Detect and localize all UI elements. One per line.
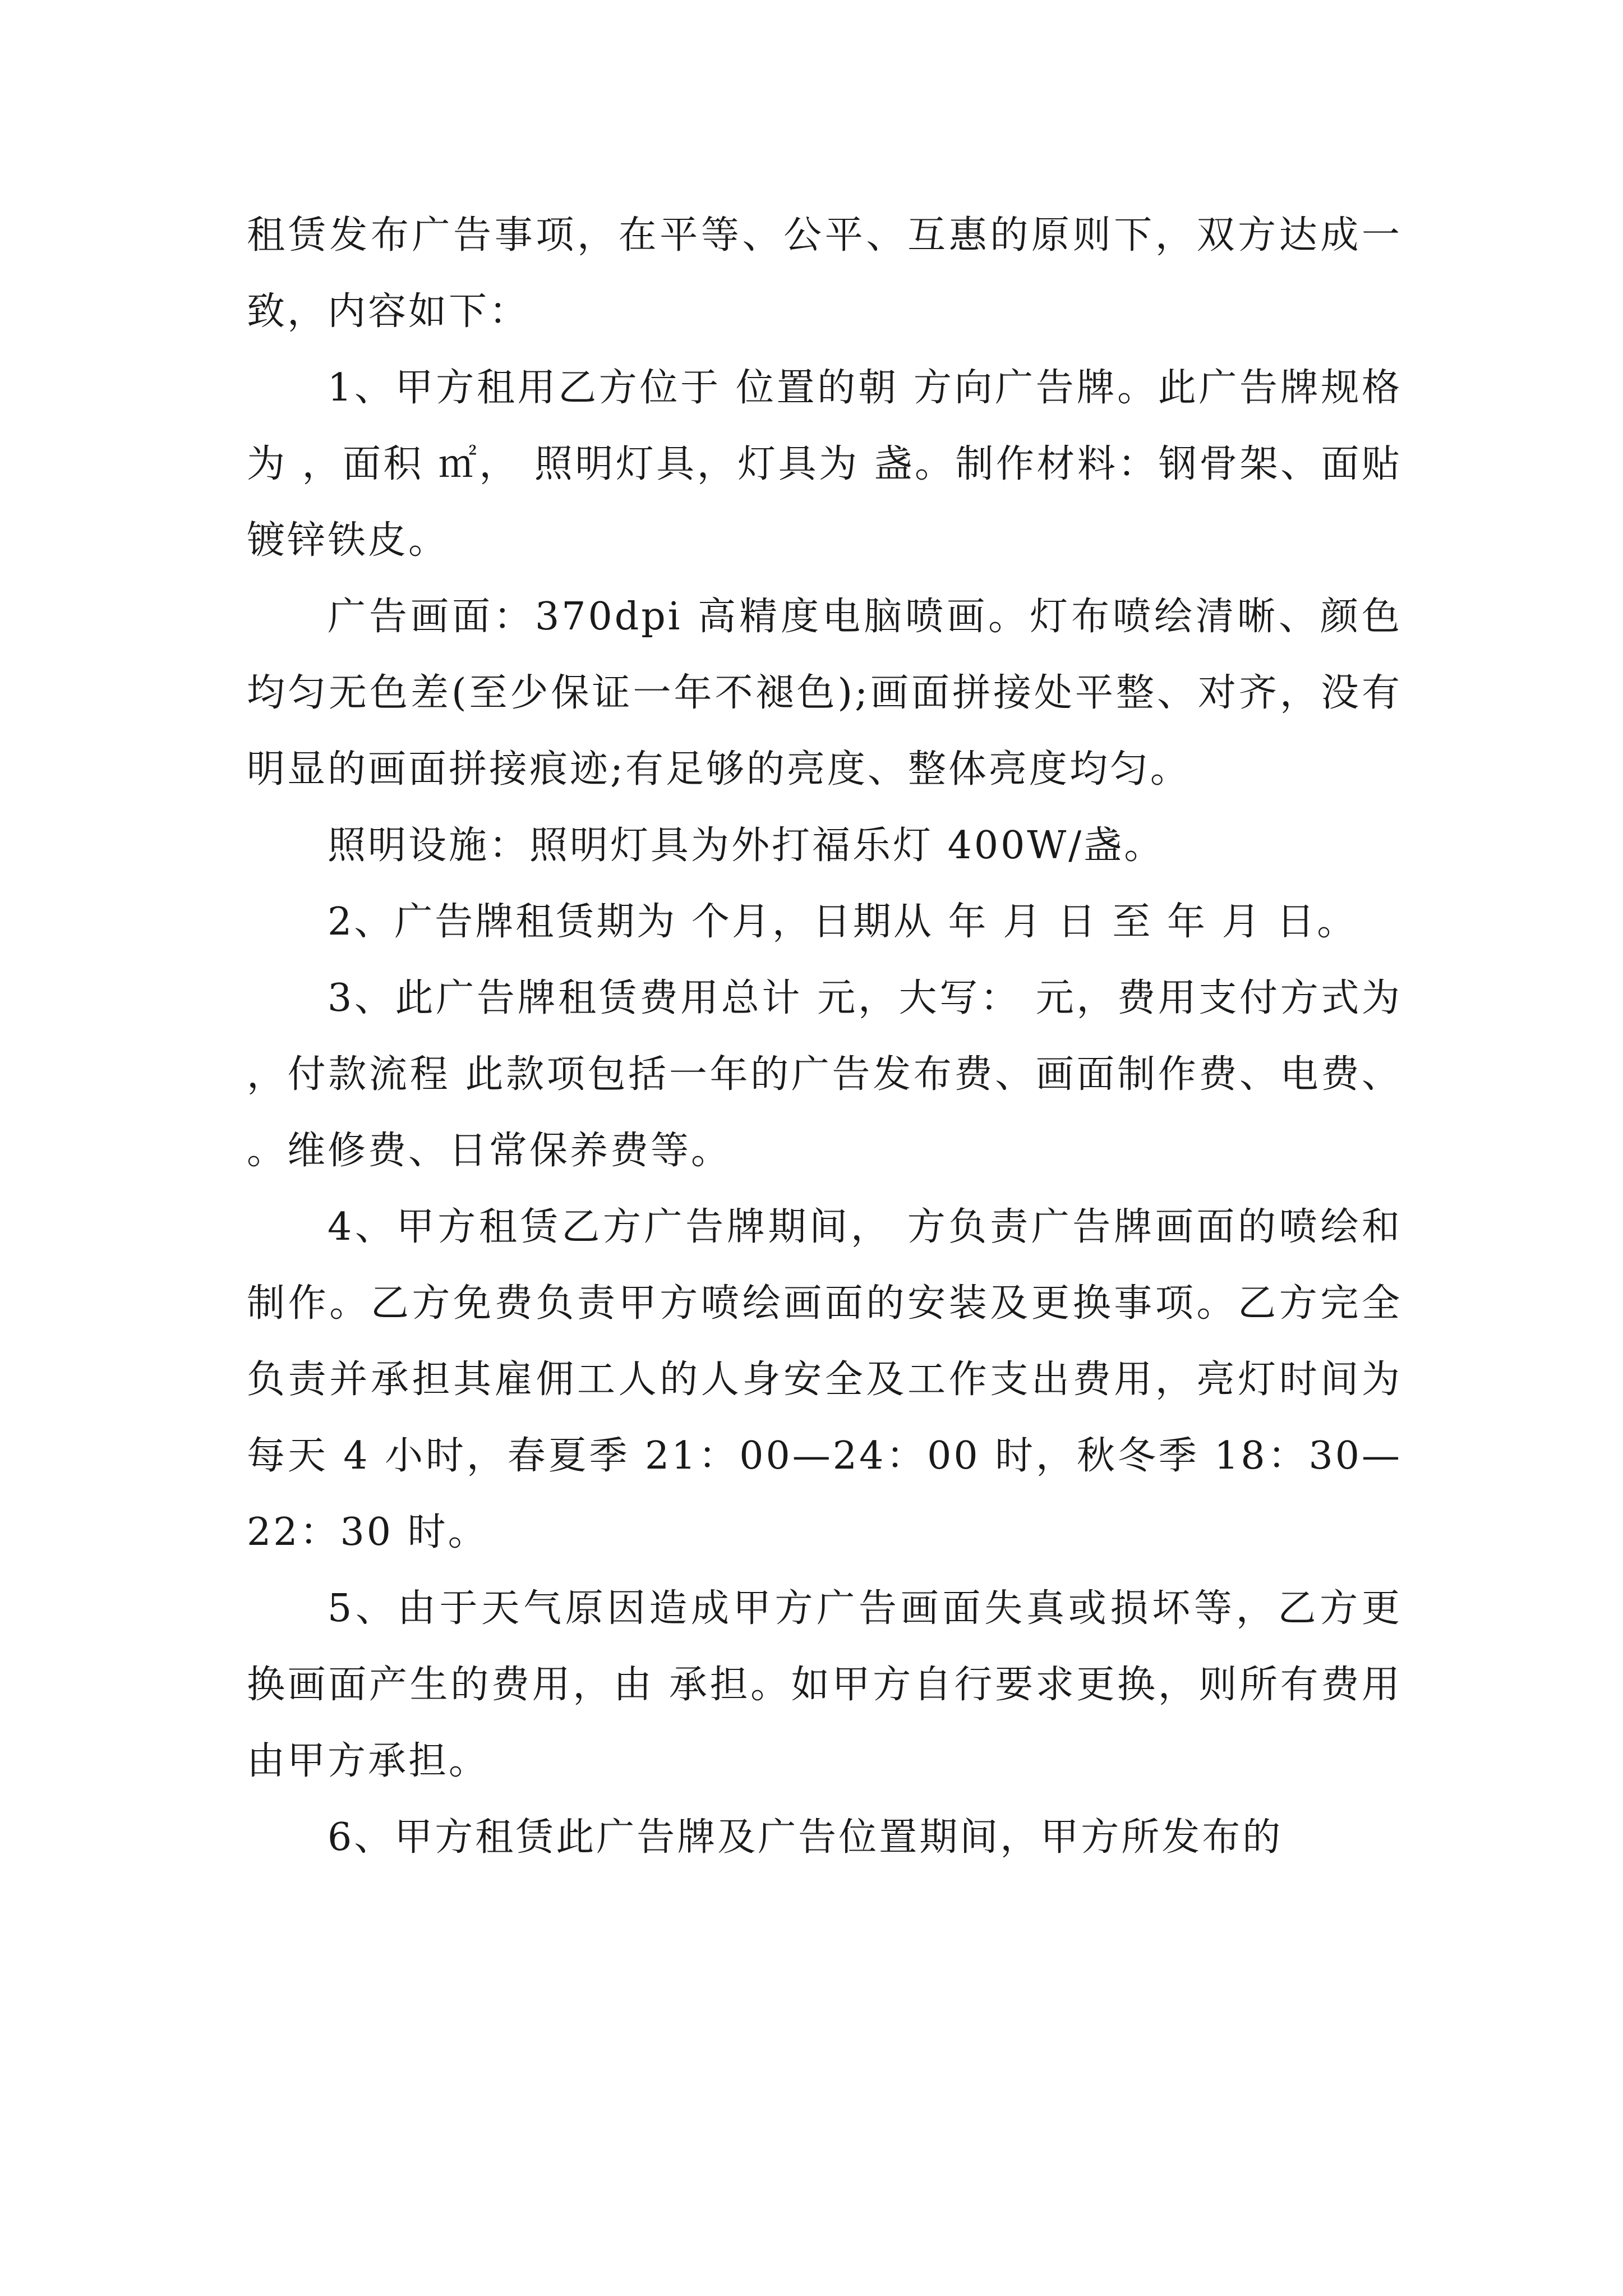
paragraph-lighting: 照明设施：照明灯具为外打福乐灯 400W/盏。 [328,823,1165,868]
paragraph-intro: 租赁发布广告事项，在平等、公平、互惠的原则下，双方达成一致，内容如下： [247,213,1402,334]
paragraph-clause-2: 2、广告牌租赁期为 个月，日期从 年 月 日 至 年 月 日。 [328,900,1358,944]
paragraph-clause-4: 4、甲方租赁乙方广告牌期间， 方负责广告牌画面的喷绘和制作。乙方免费负责甲方喷绘画面的安装及更换事项。乙方完全负责并承担其雇佣工人的人身安全及工作支出费用，亮灯时间为每天 4 小时，春夏季 21：00—24：00 时，秋冬季 18：30—22：30 时。 [247,1205,1402,1554]
paragraph-clause-3: 3、此广告牌租赁费用总计 元，大写： 元，费用支付方式为 ，付款流程 此款项包括一年的广告发布费、画面制作费、电费、 。维修费、日常保养费等。 [247,976,1402,1173]
paragraph-clause-6: 6、甲方租赁此广告牌及广告位置期间，甲方所发布的 [328,1815,1283,1860]
document-body [247,197,1402,1876]
paragraph-ad-image: 广告画面：370dpi 高精度电脑喷画。灯布喷绘清晰、颜色均匀无色差(至少保证一年不褪色);画面拼接处平整、对齐，没有明显的画面拼接痕迹;有足够的亮度、整体亮度均匀。 [247,595,1402,792]
paragraph-clause-5: 5、由于天气原因造成甲方广告画面失真或损坏等，乙方更换画面产生的费用，由 承担。如甲方自行要求更换，则所有费用由甲方承担。 [247,1586,1402,1783]
paragraph-clause-1: 1、甲方租用乙方位于 位置的朝 方向广告牌。此广告牌规格为 ，面积 ㎡， 照明灯具，灯具为 盏。制作材料：钢骨架、面贴镀锌铁皮。 [247,366,1402,563]
